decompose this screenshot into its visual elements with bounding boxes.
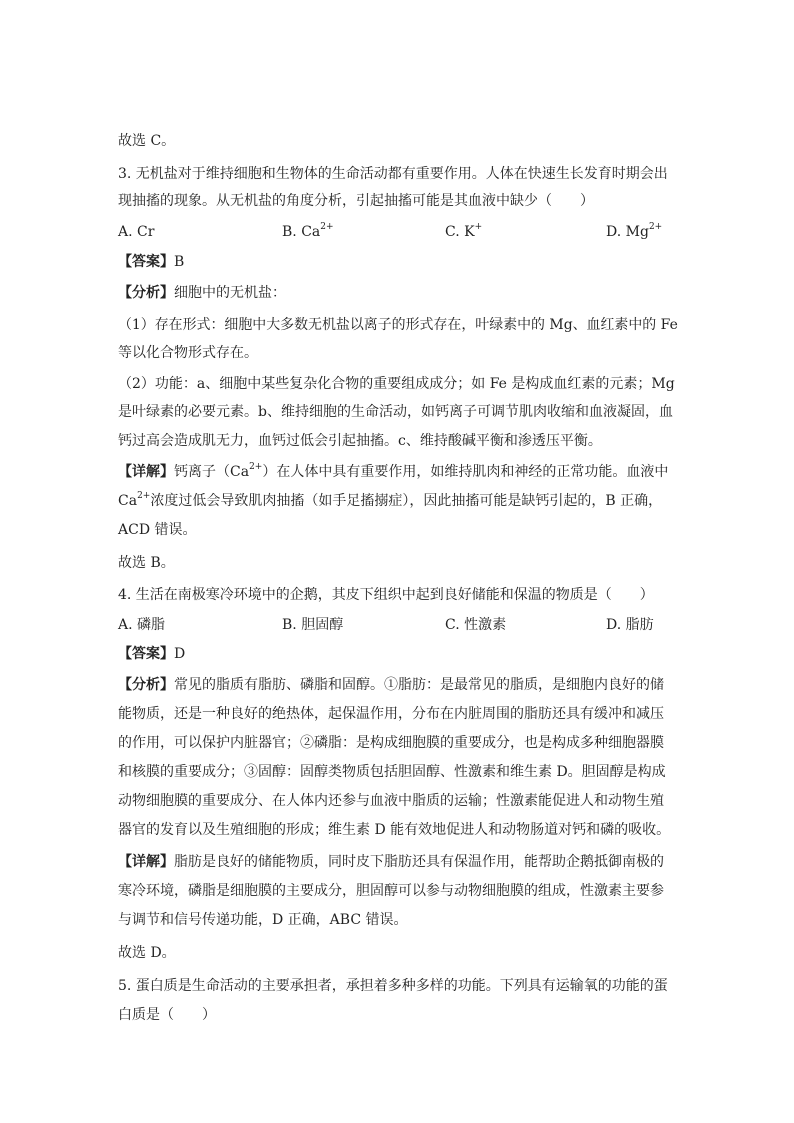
q5-stem-line-1: 5. 蛋白质是生命活动的主要承担者，承担着多种多样的功能。下列具有运输氧的功能的蛋 bbox=[118, 978, 668, 994]
q3-option-d: D. $Mg^{2+}$ bbox=[606, 222, 663, 240]
analysis-tag: 【分析】 bbox=[118, 677, 174, 693]
q4-analysis-line-6: 器官的发育以及生殖细胞的形成；维生素 D 能有效地促进人和动物肠道对钙和磷的吸收。 bbox=[118, 822, 671, 838]
q3-option-a: A. Cr bbox=[118, 224, 155, 240]
q3-conclusion: 故选 B。 bbox=[118, 555, 175, 571]
answer-tag: 【答案】 bbox=[118, 646, 174, 662]
detail-tag: 【详解】 bbox=[118, 464, 174, 480]
q4-analysis-line-5: 动物细胞膜的重要成分、在人体内还参与血液中脂质的运输；性激素能促进人和动物生殖 bbox=[118, 793, 664, 809]
q5-stem-line-2: 白质是（ ） bbox=[118, 1007, 216, 1023]
q3-stem-line-1: 3. 无机盐对于维持细胞和生物体的生命活动都有重要作用。人体在快速生长发育时期会出 bbox=[118, 166, 668, 182]
q4-detail-line-3: 与调节和信号传递功能，D 正确，ABC 错误。 bbox=[118, 912, 408, 928]
answer-value: B bbox=[174, 254, 185, 270]
answer-value: D bbox=[174, 646, 186, 662]
q4-analysis-line-3: 的作用，可以保护内脏器官；②磷脂：是构成细胞膜的重要成分，也是构成多种细胞器膜 bbox=[118, 735, 664, 751]
q4-analysis-line-4: 和核膜的重要成分；③固醇：固醇类物质包括胆固醇、性激素和维生素 D。胆固醇是构成 bbox=[118, 764, 666, 780]
q4-option-d: D. 脂肪 bbox=[606, 617, 654, 633]
answer-tag: 【答案】 bbox=[118, 254, 174, 270]
q3-option-c: C. K+ bbox=[445, 222, 483, 240]
q4-option-a: A. 磷脂 bbox=[118, 617, 166, 633]
q3-options bbox=[118, 222, 678, 242]
q4-analysis-line-2: 能物质，还是一种良好的绝热体，起保温作用，分布在内脏周围的脂肪还具有缓冲和减压 bbox=[118, 706, 664, 722]
q2-conclusion: 故选 C。 bbox=[118, 133, 176, 149]
q4-option-c: C. 性激素 bbox=[445, 617, 507, 633]
q3-analysis-p2-line-3: 钙过高会造成肌无力，血钙过低会引起抽搐。c、维持酸碱平衡和渗透压平衡。 bbox=[118, 433, 602, 449]
q4-stem: 4. 生活在南极寒冷环境中的企鹅，其皮下组织中起到良好储能和保温的物质是（ ） bbox=[118, 587, 654, 603]
q3-analysis-p2-line-2: 是叶绿素的必要元素。b、维持细胞的生命活动，如钙离子可调节肌肉收缩和血液凝固，血 bbox=[118, 404, 673, 420]
analysis-tag: 【分析】 bbox=[118, 285, 174, 301]
q3-detail-line-2: $Ca^{2+}$浓度过低会导致肌肉抽搐（如手足搐搦症），因此抽搐可能是缺钙引起的，B 正确， bbox=[118, 491, 663, 509]
q3-analysis-p1-line-1: （1）存在形式：细胞中大多数无机盐以离子的形式存在，叶绿素中的 Mg、血红素中的 Fe bbox=[118, 317, 678, 333]
q3-option-b: B. $Ca^{2+}$ bbox=[282, 222, 334, 240]
q3-analysis-p2-line-1: （2）功能：a、细胞中某些复杂化合物的重要组成成分；如 Fe 是构成血红素的元素；Mg bbox=[118, 376, 675, 392]
q3-stem-line-2: 现抽搐的现象。从无机盐的角度分析，引起抽搐可能是其血液中缺少（ ） bbox=[118, 193, 594, 209]
q4-detail-line-1: 【详解】脂肪是良好的储能物质，同时皮下脂肪还具有保温作用，能帮助企鹅抵御南极的 bbox=[118, 854, 664, 870]
q3-analysis-p1-line-2: 等以化合物形式存在。 bbox=[118, 345, 258, 361]
q4-detail-line-2: 寒冷环境，磷脂是细胞膜的主要成分，胆固醇可以参与动物细胞膜的组成，性激素主要参 bbox=[118, 883, 664, 899]
q3-detail-line-3: ACD 错误。 bbox=[118, 522, 197, 538]
q4-conclusion: 故选 D。 bbox=[118, 945, 176, 961]
q3-analysis-title: 【分析】细胞中的无机盐： bbox=[118, 285, 286, 301]
q3-answer bbox=[118, 252, 678, 272]
q4-option-b: B. 胆固醇 bbox=[282, 617, 344, 633]
q3-detail-line-1: 【详解】钙离子$(Ca^{2+})$在人体中具有重要作用，如维持肌肉和神经的正常功能。血液中 bbox=[118, 462, 669, 480]
q4-analysis-line-1: 【分析】常见的脂质有脂肪、磷脂和固醇。①脂肪：是最常见的脂质，是细胞内良好的储 bbox=[118, 677, 664, 693]
q4-options bbox=[118, 615, 678, 635]
detail-tag: 【详解】 bbox=[118, 854, 174, 870]
q4-answer bbox=[118, 644, 678, 664]
